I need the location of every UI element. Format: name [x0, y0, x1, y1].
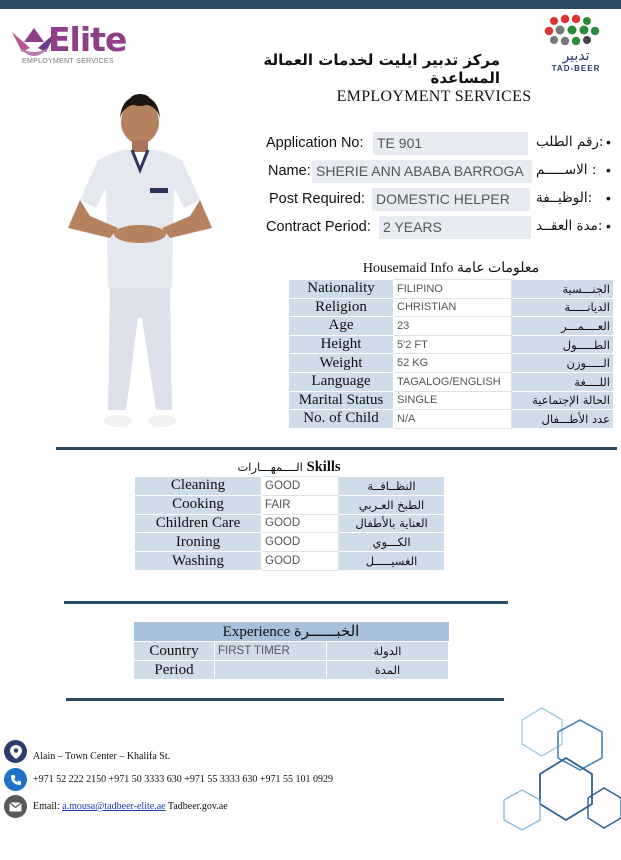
info-value: CHRISTIAN [394, 298, 512, 317]
experience-label-ar: الدولة [327, 642, 449, 661]
skills-caption [134, 458, 444, 476]
contact-email [4, 795, 228, 818]
elite-logo-text: Elite [48, 20, 127, 59]
info-label-ar: الطـــــول [512, 335, 614, 354]
section-divider [64, 601, 508, 604]
section-divider [66, 698, 504, 701]
contact-address [4, 740, 170, 763]
table-row [289, 335, 614, 354]
table-row [289, 280, 614, 299]
table-row [135, 477, 445, 496]
application-no-value: TE 901 [373, 132, 528, 155]
tadbeer-logo-arabic: تدبير [562, 48, 590, 64]
top-bar [0, 0, 621, 9]
info-label-ar: الـــــوزن [512, 354, 614, 373]
info-label-ar: اللــــغة [512, 372, 614, 391]
contact-phones [4, 768, 333, 791]
skill-label: Cooking [135, 495, 262, 514]
skills-caption-en: Skills [306, 459, 341, 475]
info-label-ar: الحالة الإجتماعية [512, 391, 614, 410]
post-required-value: DOMESTIC HELPER [372, 188, 530, 211]
email-label: Email: [33, 801, 60, 812]
skill-value: GOOD [262, 552, 339, 571]
info-value: 5'2 FT [394, 335, 512, 354]
contract-period-label: Contract Period: [266, 219, 371, 235]
info-label: Weight [289, 354, 394, 373]
skill-value: GOOD [262, 477, 339, 496]
field-contract-period [266, 215, 616, 239]
table-row [289, 410, 614, 429]
arabic-center-title: مركز تدبير ايليت لخدمات العمالة المساعدة [263, 51, 500, 87]
field-name [266, 159, 616, 183]
bullet-icon: • [606, 218, 611, 234]
post-required-label: Post Required: [269, 191, 365, 207]
skill-label: Washing [135, 552, 262, 571]
experience-label: Period [134, 661, 215, 680]
skill-value: GOOD [262, 533, 339, 552]
table-row [135, 495, 445, 514]
table-row [289, 298, 614, 317]
info-value: TAGALOG/ENGLISH [394, 372, 512, 391]
info-label: Height [289, 335, 394, 354]
table-row [289, 317, 614, 336]
table-row [289, 391, 614, 410]
table-row [289, 354, 614, 373]
skill-label-ar: العناية بالأطفال [339, 514, 445, 533]
email-line [33, 801, 228, 812]
info-label-ar: العــــمـــر [512, 317, 614, 336]
tadbeer-logo-text: TAD-BEER [551, 64, 601, 73]
skill-label-ar: النظــافــة [339, 477, 445, 496]
info-value: 23 [394, 317, 512, 336]
info-label: Nationality [289, 280, 394, 299]
table-row [289, 372, 614, 391]
table-row [135, 533, 445, 552]
location-pin-icon [4, 740, 27, 763]
info-value: FILIPINO [394, 280, 512, 299]
table-row [134, 642, 449, 661]
skill-value: FAIR [262, 495, 339, 514]
info-label-ar: الديانـــــة [512, 298, 614, 317]
info-label: No. of Child [289, 410, 394, 429]
info-value: N/A [394, 410, 512, 429]
experience-label: Country [134, 642, 215, 661]
skill-label: Cleaning [135, 477, 262, 496]
post-required-label-ar: الوظيــفة: [536, 190, 593, 206]
field-application-no [266, 131, 616, 155]
info-label: Language [289, 372, 394, 391]
skill-label-ar: الغسيـــــل [339, 552, 445, 571]
email-link[interactable]: a.mousa@tadbeer-elite.ae [62, 801, 166, 812]
field-post-required [266, 187, 616, 211]
address-text: Alain – Town Center – Khalifa St. [33, 751, 171, 762]
info-label: Age [289, 317, 394, 336]
application-no-label: Application No: [266, 135, 364, 151]
table-row [134, 661, 449, 680]
info-label: Marital Status [289, 391, 394, 410]
skills-table [134, 476, 445, 571]
skill-label-ar: الكـــوي [339, 533, 445, 552]
skill-value: GOOD [262, 514, 339, 533]
experience-caption: Experience الخبــــــرة [134, 622, 449, 642]
phone-numbers-text: +971 52 222 2150 +971 50 3333 630 +971 55 3333 630 +971 55 101 0929 [33, 774, 334, 785]
name-label: Name: [268, 163, 311, 179]
table-row [135, 552, 445, 571]
info-value: 52 KG [394, 354, 512, 373]
application-no-label-ar: رقم الطلب: [536, 134, 604, 150]
experience-value: FIRST TIMER [215, 642, 327, 661]
contract-period-label-ar: مدة العقــد: [536, 218, 603, 234]
phone-icon [4, 768, 27, 791]
skills-caption-ar: الــــمهـــارات [237, 460, 303, 474]
name-label-ar: الاســـــم : [536, 162, 597, 178]
skill-label-ar: الطبخ العـربي [339, 495, 445, 514]
info-label-ar: عدد الأطـــفال [512, 410, 614, 429]
contract-period-value: 2 YEARS [379, 216, 531, 239]
table-row [134, 622, 449, 642]
name-value: SHERIE ANN ABABA BARROGA [312, 160, 532, 183]
section-divider [56, 447, 617, 450]
website-text: Tadbeer.gov.ae [167, 801, 228, 812]
elite-logo-subtitle: EMPLOYMENT SERVICES [22, 58, 114, 65]
skill-label: Ironing [135, 533, 262, 552]
bullet-icon: • [606, 190, 611, 206]
bullet-icon: • [606, 162, 611, 178]
table-row [135, 514, 445, 533]
housemaid-info-table [288, 279, 614, 429]
info-label: Religion [289, 298, 394, 317]
page-title: EMPLOYMENT SERVICES [336, 88, 532, 105]
candidate-photo [60, 88, 220, 440]
skill-label: Children Care [135, 514, 262, 533]
experience-table [133, 622, 449, 680]
info-value: SINGLE [394, 391, 512, 410]
experience-label-ar: المدة [327, 661, 449, 680]
email-icon [4, 795, 27, 818]
experience-value [215, 661, 327, 680]
hexagon-pattern-icon [500, 702, 621, 842]
housemaid-info-caption: Housemaid Info معلومات عامة [362, 261, 540, 276]
info-label-ar: الجنـــسية [512, 280, 614, 299]
bullet-icon: • [606, 134, 611, 150]
